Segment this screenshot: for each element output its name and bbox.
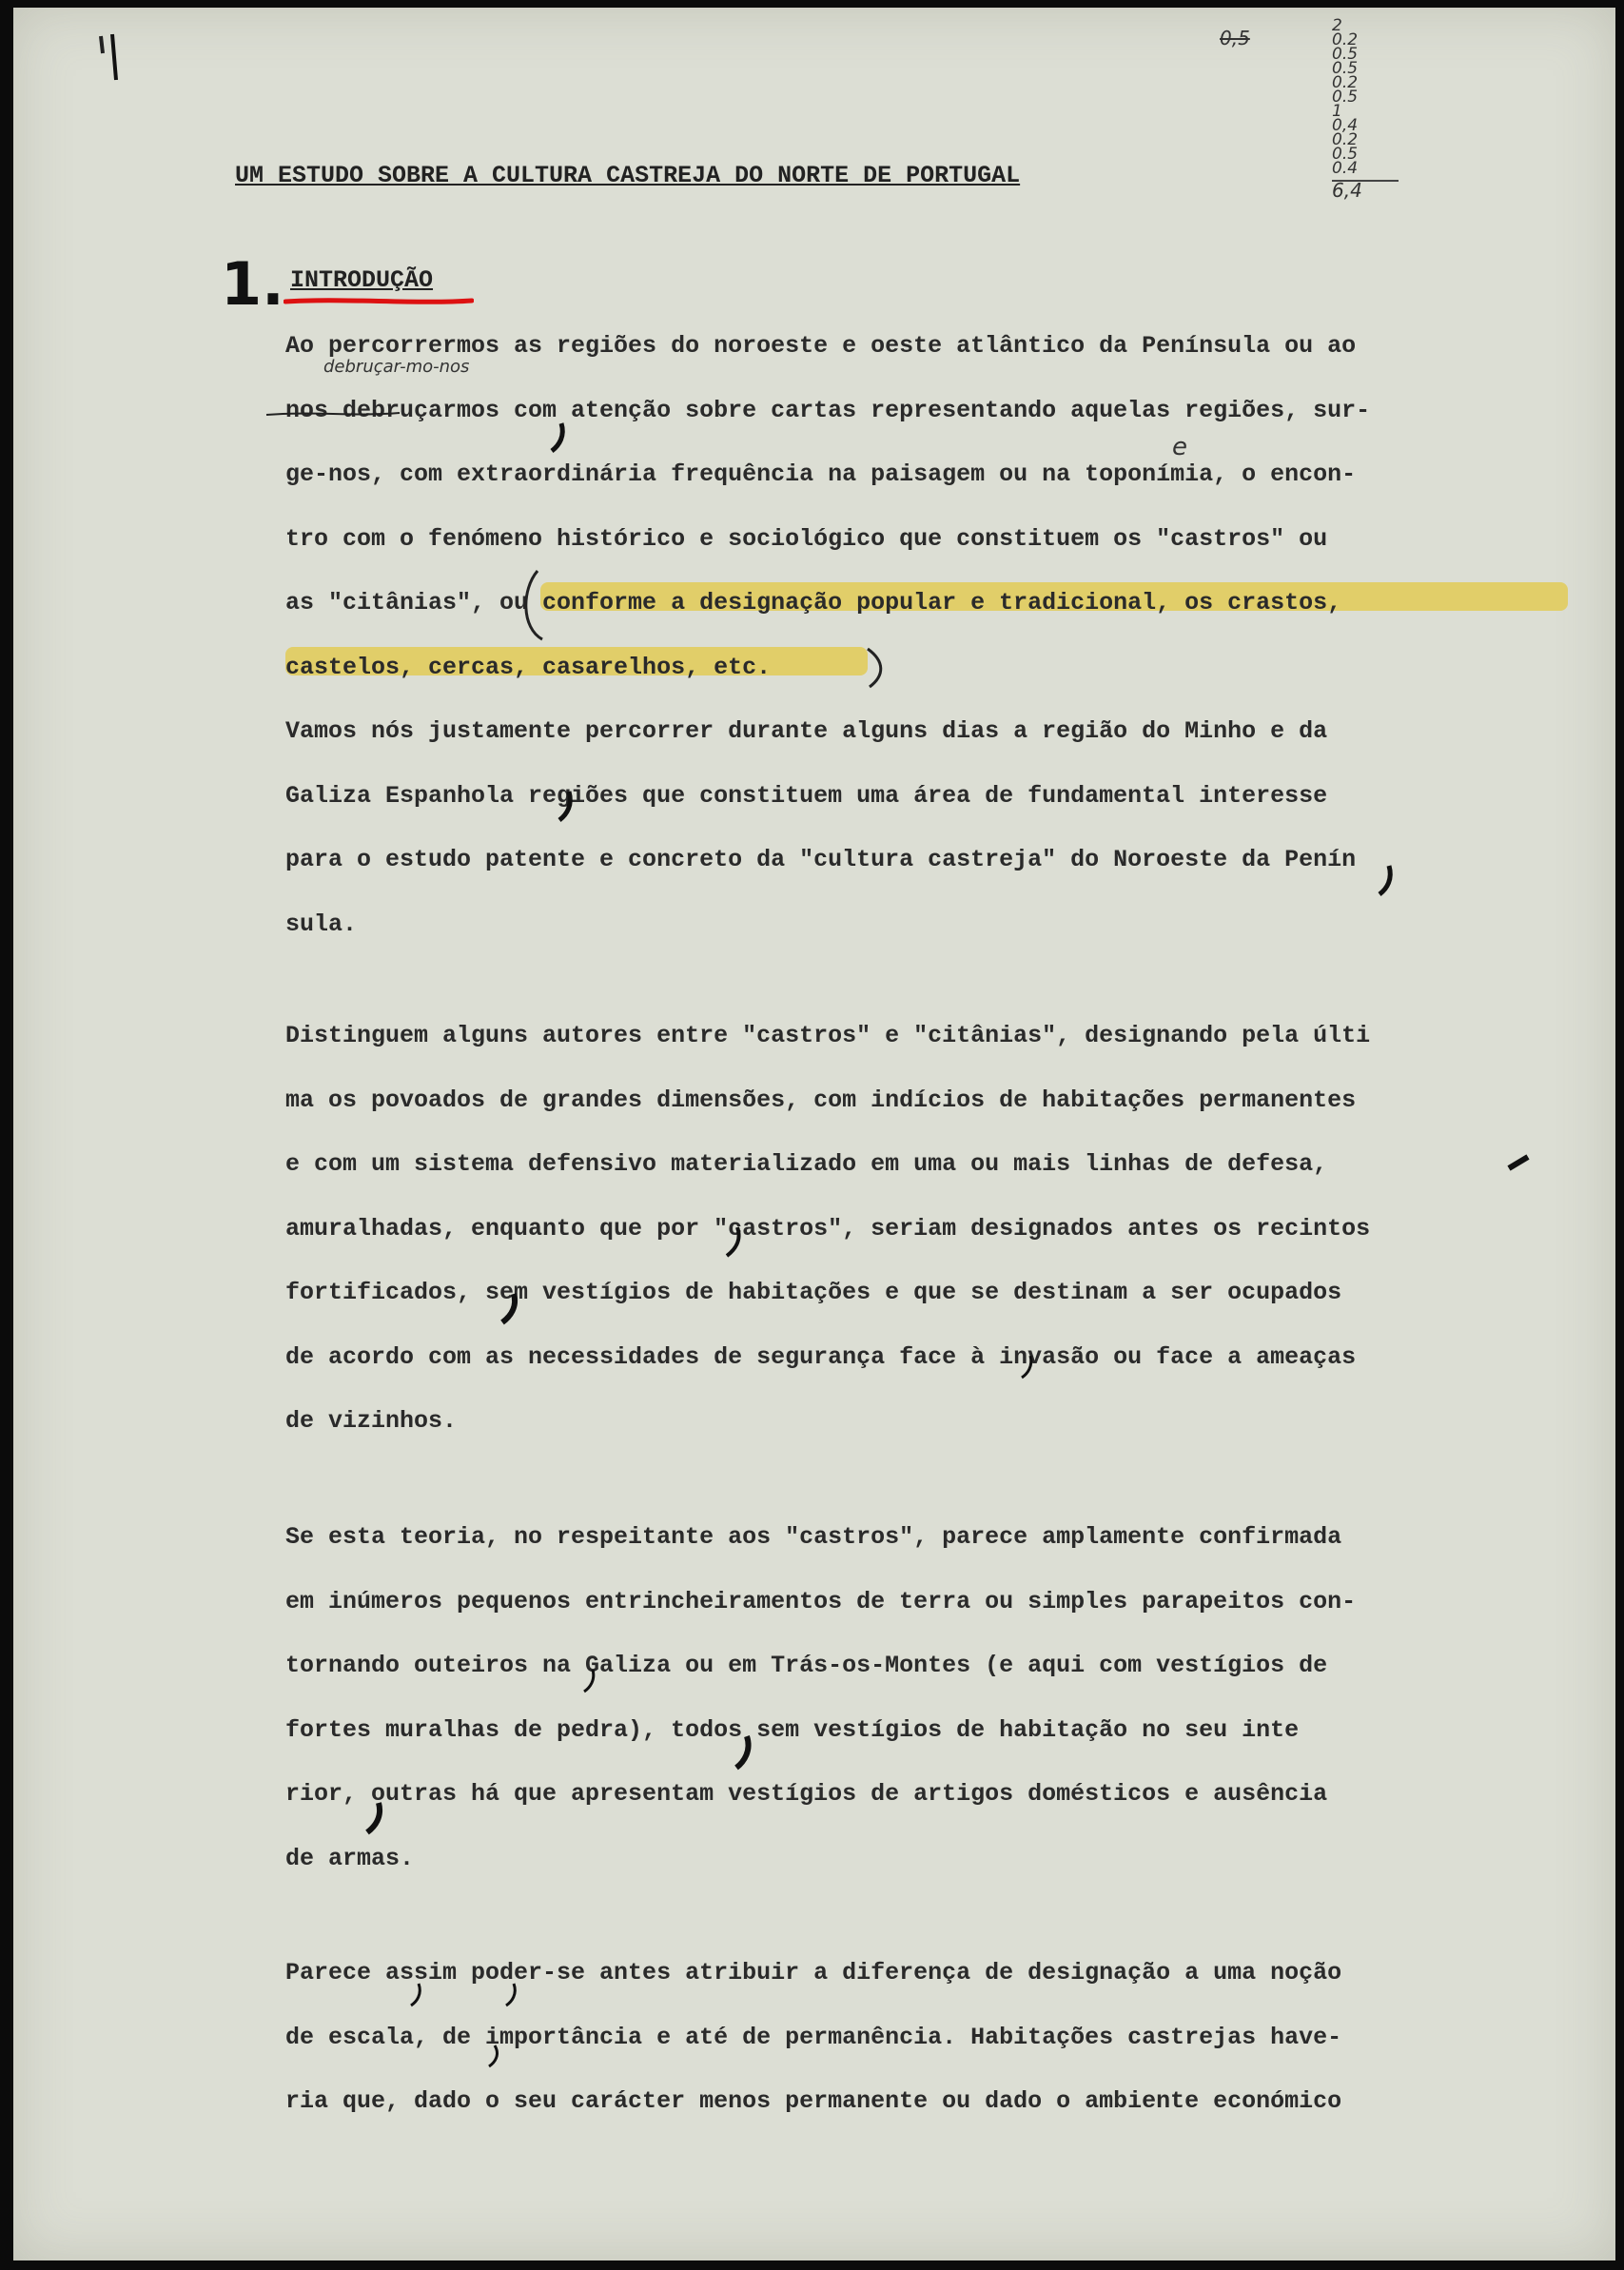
text-line: Galiza Espanhola regiões que constituem uma área de fundamental interesse (285, 781, 1328, 810)
corner-pencil-mark (88, 29, 126, 86)
text-line: Vamos nós justamente percorrer durante alguns dias a região do Minho e da (285, 717, 1328, 745)
text-line: tornando outeiros na Galiza ou em Trás-os-Montes (e aqui com vestígios de (285, 1652, 1328, 1679)
text-line: rior, outras há que apresentam vestígios de artigos domésticos e ausência (285, 1780, 1328, 1808)
text-line: castelos, cercas, casarelhos, etc. (285, 653, 772, 681)
top-note: 0,5 (1220, 27, 1250, 49)
text-line: de acordo com as necessidades de segurança face à invasão ou face a ameaças (285, 1342, 1357, 1371)
text-line: Ao percorrermos as regiões do noroeste e oeste atlântico da Península ou ao (285, 332, 1357, 360)
interlinear-note: debruçar-mo-nos (323, 357, 470, 377)
text-line: sula. (285, 910, 358, 938)
text-line: e com um sistema defensivo materializado em uma ou mais linhas de defesa, (285, 1150, 1328, 1178)
text-line: tro com o fenómeno histórico e sociológico que constituem os "castros" ou (285, 524, 1328, 553)
section-title: INTRODUÇÃO (290, 266, 434, 294)
text-line: de escala, de importância e até de permanência. Habitações castrejas have- (285, 2023, 1342, 2051)
paragraph-2 (285, 1004, 1598, 1454)
text-line: ge-nos, com extraordinária frequência na paisagem ou na toponímia, o encon- (285, 460, 1357, 488)
tally-value: 0.2 (1332, 130, 1359, 149)
text-line: Distinguem alguns autores entre "castros" e "citânias", designando pela últi (285, 1022, 1371, 1049)
text-line: em inúmeros pequenos entrincheiramentos de terra ou simples parapeitos con- (285, 1587, 1357, 1615)
tally-value: 0.2 (1332, 30, 1359, 49)
text-line: ma os povoados de grandes dimensões, com indícios de habitações permanentes (285, 1086, 1357, 1114)
tally-value: 0.5 (1332, 145, 1359, 164)
paragraph-4 (285, 1941, 1598, 2134)
text-line: nos debruçarmos com atenção sobre cartas representando aquelas regiões, sur- (285, 396, 1371, 424)
page-title: UM ESTUDO SOBRE A CULTURA CASTREJA DO NORTE DE PORTUGAL (235, 162, 1021, 189)
text-line: Parece assim poder-se antes atribuir a diferença de designação a uma noção (285, 1959, 1342, 1986)
section-number: 1. (221, 249, 284, 319)
text-line: fortificados, sem vestígios de habitações e que se destinam a ser ocupados (285, 1279, 1342, 1306)
text-line: de vizinhos. (285, 1407, 458, 1435)
tally-value: 0.5 (1332, 45, 1359, 64)
margin-tally (1332, 16, 1408, 202)
text-line: as "citânias", ou conforme a designação popular e tradicional, os crastos, (285, 589, 1342, 616)
text-line: para o estudo patente e concreto da "cultura castreja" do Noroeste da Penín (285, 846, 1357, 873)
tally-value: 0.4 (1332, 159, 1359, 178)
tally-value: 0,4 (1332, 116, 1359, 135)
text-line: Se esta teoria, no respeitante aos "castros", parece amplamente confirmada (285, 1523, 1342, 1551)
text-line: amuralhadas, enquanto que por "castros", seriam designados antes os recintos (285, 1214, 1371, 1243)
tally-value: 0.5 (1332, 59, 1359, 78)
text-line: de armas. (285, 1844, 415, 1872)
tally-value: 0.5 (1332, 88, 1359, 107)
tally-value: 2 (1332, 16, 1342, 35)
tally-total: 6,4 (1332, 180, 1399, 198)
paragraph-3 (285, 1505, 1598, 1890)
text-line: fortes muralhas de pedra), todos sem vestígios de habitação no seu inte (285, 1715, 1300, 1744)
interlinear-e: e (1172, 433, 1187, 461)
paragraph-1 (285, 314, 1598, 956)
tally-value: 0.2 (1332, 73, 1359, 92)
red-underline (284, 295, 474, 308)
text-line: ria que, dado o seu carácter menos permanente ou dado o ambiente económico (285, 2087, 1342, 2115)
tally-value: 1 (1332, 102, 1342, 121)
